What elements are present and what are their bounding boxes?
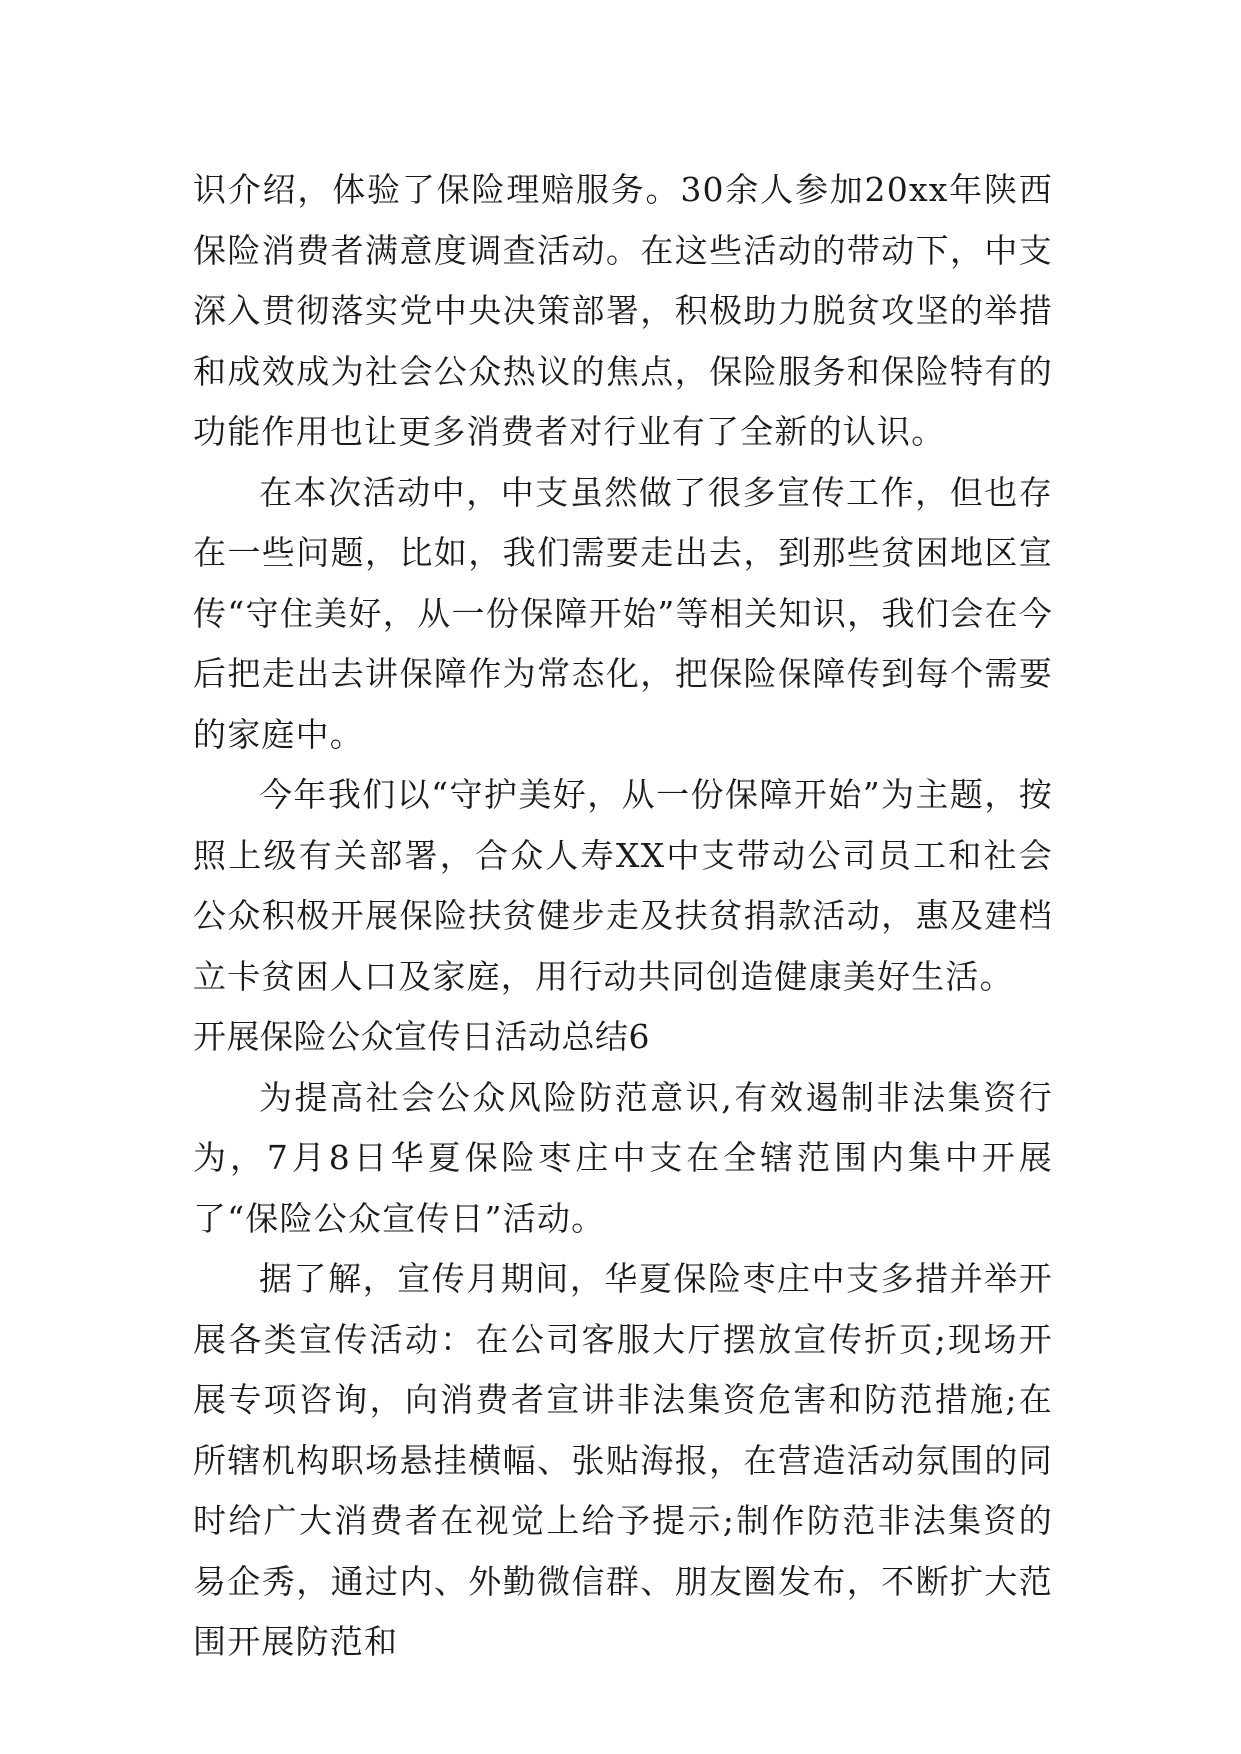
paragraph-theme: 今年我们以“守护美好，从一份保障开始”为主题，按照上级有关部署，合众人寿XX中支带动公司员工和社会公众积极开展保险扶贫健步走及扶贫捐款活动，惠及建档立卡贫困人口及家庭，用行动共同创造健康美好生活。 — [193, 775, 1053, 996]
paragraph-continuation: 识介绍，体验了保险理赔服务。30余人参加20xx年陕西保险消费者满意度调查活动。在这些活动的带动下，中支深入贯彻落实党中央决策部署，积极助力脱贫攻坚的举措和成效成为社会公众热议的焦点，保险服务和保险特有的功能作用也让更多消费者对行业有了全新的认识。 — [193, 170, 1053, 451]
paragraph-intro: 为提高社会公众风险防范意识,有效遏制非法集资行为，7月8日华夏保险枣庄中支在全辖范围内集中开展了“保险公众宣传日”活动。 — [193, 1077, 1053, 1238]
paragraph-issues: 在本次活动中，中支虽然做了很多宣传工作，但也存在一些问题，比如，我们需要走出去，到那些贫困地区宣传“守住美好，从一份保障开始”等相关知识，我们会在今后把走出去讲保障作为常态化，把保险保障传到每个需要的家庭中。 — [193, 472, 1053, 754]
section-title: 开展保险公众宣传日活动总结6 — [193, 1017, 650, 1056]
paragraph-activities: 据了解，宣传月期间，华夏保险枣庄中支多措并举开展各类宣传活动：在公司客服大厅摆放宣传折页;现场开展专项咨询，向消费者宣讲非法集资危害和防范措施;在所辖机构职场悬挂横幅、张贴海报，在营造活动氛围的同时给广大消费者在视觉上给予提示;制作防范非法集资的易企秀，通过内、外勤微信群、朋友圈发布，不断扩大范围开展防范和 — [193, 1259, 1053, 1661]
document-body — [193, 160, 1053, 1673]
